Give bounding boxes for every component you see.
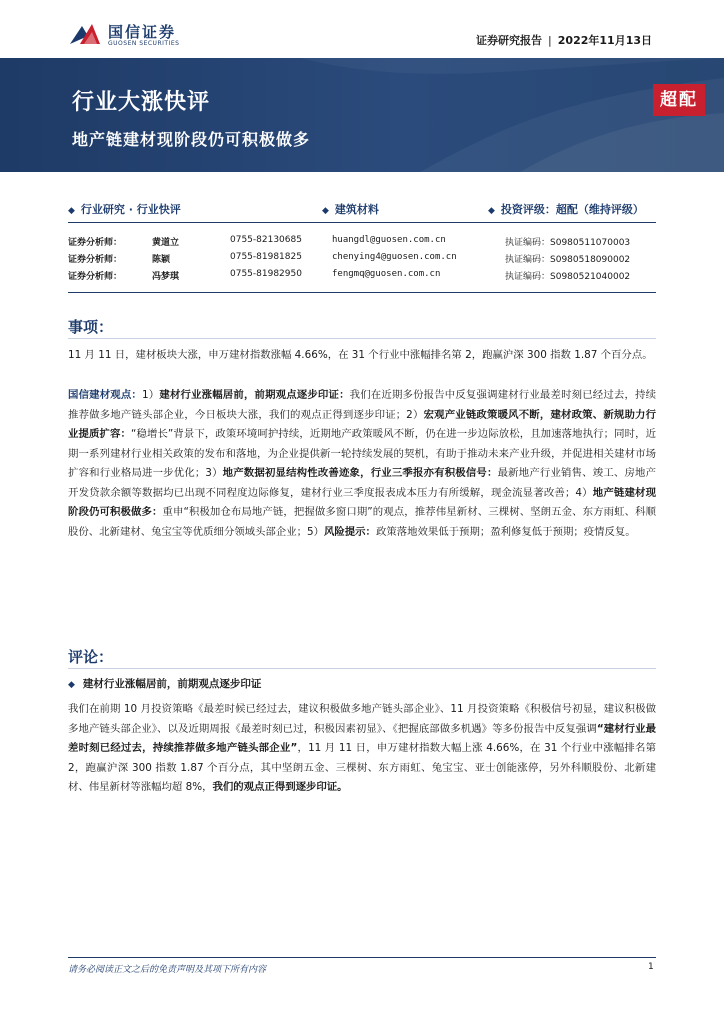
title-banner [0, 58, 724, 172]
meta-separator: | [548, 34, 552, 47]
view-s1-prefix: 1） [142, 389, 160, 401]
analyst-list [68, 235, 668, 286]
diamond-bullet-icon: ◆ [488, 206, 495, 216]
top-header [0, 0, 724, 58]
view-s4-bold: 地产链建材现阶段仍可积极做多： [68, 486, 657, 518]
analyst-role: 证券分析师： [68, 238, 123, 248]
logo-english-name: GUOSEN SECURITIES [108, 40, 180, 47]
diamond-bullet-icon: ◆ [322, 206, 329, 216]
analyst-cert: 执证编码：S0980511070003 [505, 238, 631, 248]
view-s1-bold: 建材行业涨幅居前，前期观点逐步印证： [159, 389, 350, 401]
analyst-phone: 0755-81981825 [230, 252, 302, 262]
info-rating [488, 201, 644, 217]
diamond-bullet-icon: ◆ [68, 206, 75, 216]
analyst-role: 证券分析师： [68, 272, 123, 282]
comment-text-1: 我们在前期 10 月投资策略《最差时候已经过去，建议积极做多地产链头部企业》、11 月投资策略《积极信号初显，建议积极做多地产链头部企业》、以及近期周报《最差时刻已过，积极因素初显》、《把握底部做多机遇》等多份报告中反复强调 [68, 703, 656, 735]
analyst-divider [68, 292, 656, 293]
page-number: 1 [648, 962, 654, 972]
rating-label: 投资评级：超配（维持评级） [500, 203, 644, 216]
analyst-cert: 执证编码：S0980521040002 [505, 272, 631, 282]
comment-paragraph [68, 700, 656, 798]
info-divider [68, 222, 656, 223]
comment-bold-1: “建材行业最差时刻已经过去，持续推荐做多地产链头部企业” [68, 722, 656, 754]
analyst-phone: 0755-82130685 [230, 235, 302, 245]
comment-text-2: ，11 月 11 日，申万建材指数大幅上涨 4.66%，在 31 个行业中涨幅排名第 2，跑赢沪深 300 指数 1.87 个百分点，其中坚朗五金、三棵树、东方雨虹、兔宝宝、亚士创能涨停，另外科顺股份、北新建材、伟星新材等涨幅均超 8%， [68, 742, 656, 793]
analyst-cert: 执证编码：S0980518090002 [505, 255, 631, 265]
analyst-email-link[interactable]: fengmq@guosen.com.cn [332, 269, 441, 279]
info-industry [322, 201, 379, 217]
view-s5-bold: 风险提示： [323, 525, 376, 538]
event-section-title: 事项： [68, 318, 114, 336]
info-category [68, 201, 181, 217]
report-date: 2022年11月13日 [557, 34, 652, 47]
event-paragraph: 11 月 11 日，建材板块大涨，申万建材指数涨幅 4.66%，在 31 个行业中涨幅排名第 2，跑赢沪深 300 指数 1.87 个百分点。 [68, 349, 653, 361]
guosen-logo-icon [68, 22, 102, 48]
view-s4-text: 重申“积极加仓布局地产链，把握做多窗口期”的观点，推荐伟星新材、三棵树、坚朗五金、东方雨虹、科顺股份、北新建材、兔宝宝等优质细分领域头部企业；5） [68, 506, 657, 538]
report-title: 行业大涨快评 [72, 90, 211, 115]
comment-section-title: 评论： [68, 648, 114, 666]
company-logo[interactable] [68, 22, 218, 52]
analyst-email-link[interactable]: huangdl@guosen.com.cn [332, 235, 446, 245]
view-s2-bold: 宏观产业链政策暖风不断，建材政策、新规助力行业提质扩容： [68, 408, 657, 440]
analyst-role: 证券分析师： [68, 255, 123, 265]
analyst-row [68, 252, 668, 269]
analyst-row [68, 269, 668, 286]
analyst-name: 冯梦琪 [152, 272, 180, 282]
event-section-rule [68, 338, 656, 339]
diamond-bullet-icon: ◆ [68, 680, 75, 690]
comment-subhead [68, 676, 261, 691]
analyst-name: 陈颖 [152, 255, 171, 265]
comment-section-rule [68, 668, 656, 669]
analyst-row [68, 235, 668, 252]
report-meta [476, 32, 652, 48]
view-s1-text: 我们在近期多份报告中反复强调建材行业最差时刻已经过去，持续推荐做多地产链头部企业，今日板块大涨，我们的观点正得到逐步印证；2） [68, 389, 657, 421]
analyst-phone: 0755-81982950 [230, 269, 302, 279]
footer-rule [68, 957, 656, 958]
comment-subhead-text: 建材行业涨幅居前，前期观点逐步印证 [82, 678, 262, 690]
view-s5-text: 政策落地效果低于预期；盈利修复低于预期；疫情反复。 [375, 525, 636, 538]
comment-bold-2: 我们的观点正得到逐步印证。 [212, 781, 348, 793]
rating-badge: 超配 [653, 84, 705, 116]
view-label: 国信建材观点： [68, 389, 142, 401]
report-type: 证券研究报告 [476, 34, 543, 47]
disclaimer-note[interactable]: 请务必阅读正文之后的免责声明及其项下所有内容 [68, 965, 267, 975]
industry-label: 建筑材料 [334, 203, 379, 216]
category-label: 行业研究 · 行业快评 [80, 203, 181, 216]
report-subtitle: 地产链建材现阶段仍可积极做多 [72, 130, 311, 149]
view-paragraph [68, 386, 656, 542]
view-s2-text: “稳增长”背景下，政策环境呵护持续，近期地产政策暖风不断，仍在进一步边际放松，且加速落地执行；同时，近期一系列建材行业相关政策的发布和落地，为企业提供新一轮持续发展的契机，有助于推动未来产业升级，并促进相关建材市场扩容和行业格局进一步优化；3） [68, 428, 657, 479]
view-s3-bold: 地产数据初显结构性改善迹象，行业三季报亦有积极信号： [222, 467, 498, 479]
analyst-email-link[interactable]: chenying4@guosen.com.cn [332, 252, 457, 262]
analyst-name: 黄道立 [152, 238, 180, 248]
logo-chinese-name: 国信证券 [108, 23, 177, 41]
view-s3-text: 最新地产行业销售、竣工、房地产开发贷款余额等数据均已出现不同程度边际修复，建材行业三季度报表成本压力有所缓解，现金流显著改善；4） [68, 467, 657, 499]
